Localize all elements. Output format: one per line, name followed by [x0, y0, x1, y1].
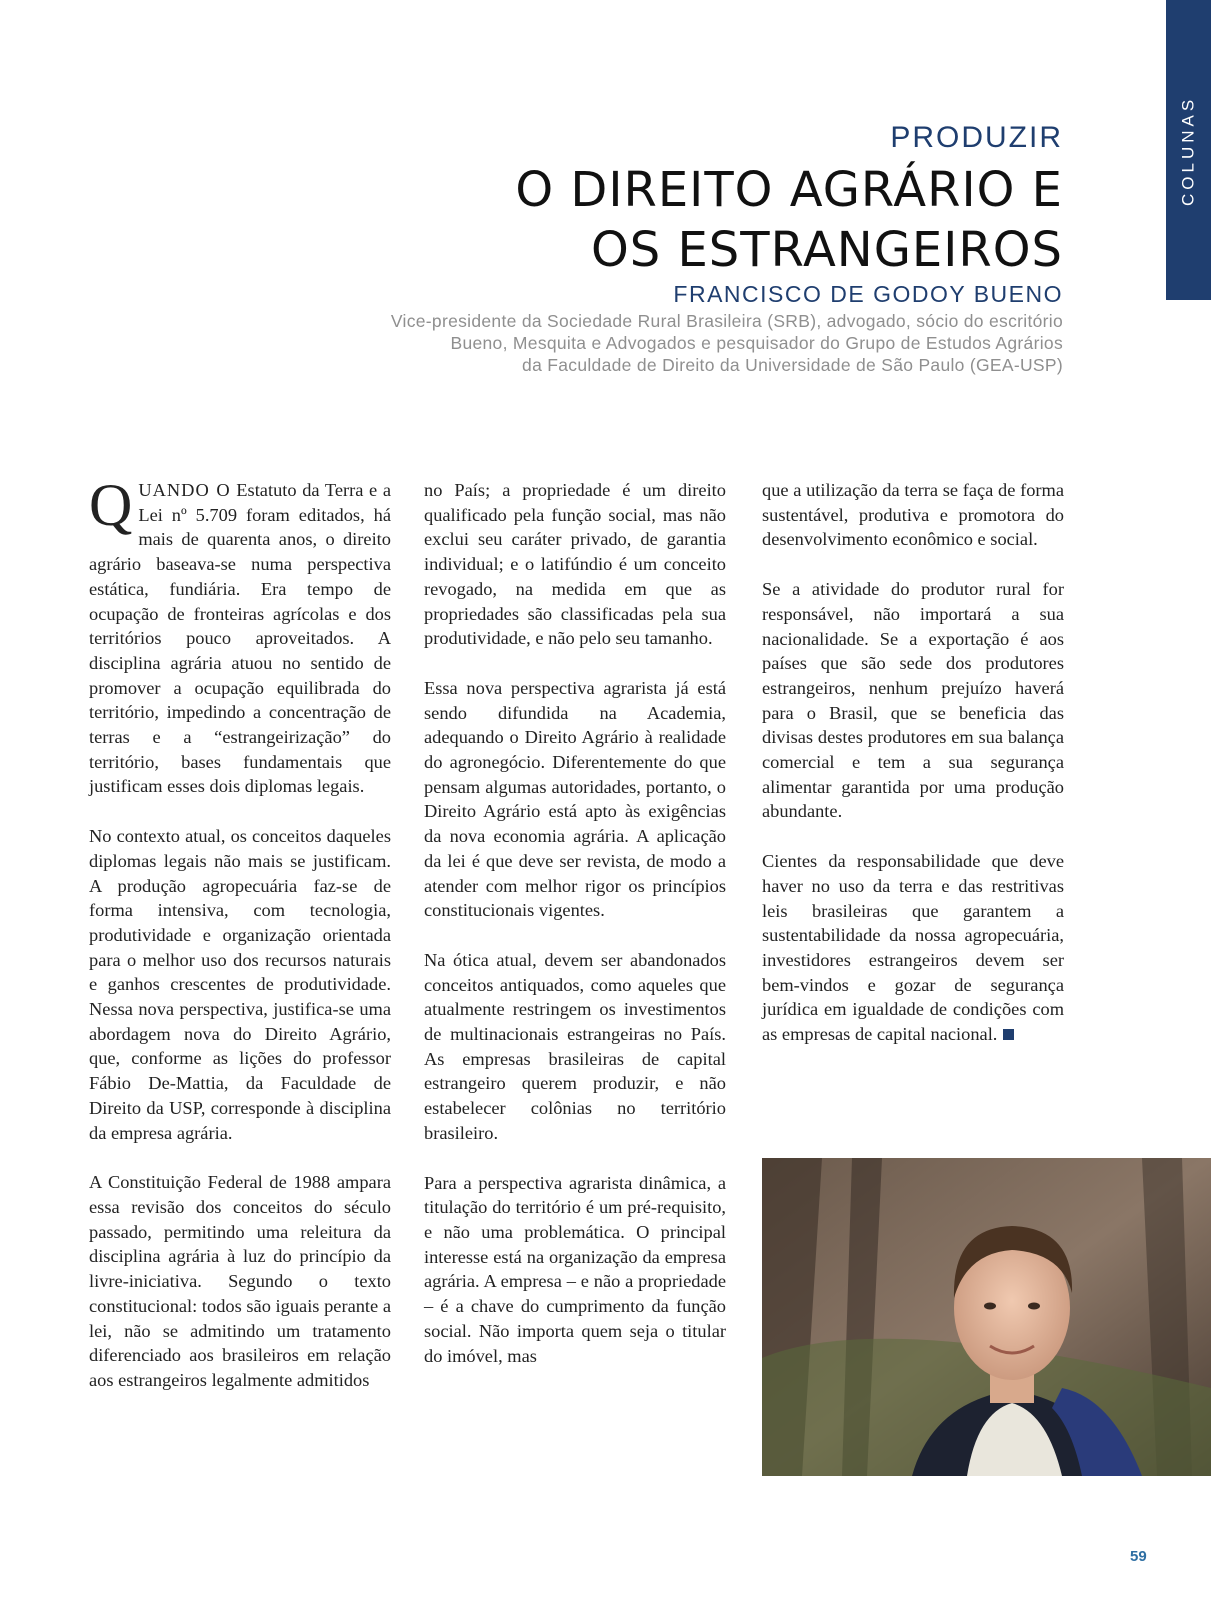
bio-line-2: Bueno, Mesquita e Advogados e pesquisador do Grupo de Estudos Agrários [450, 333, 1063, 353]
side-tab-label: COLUNAS [1178, 95, 1198, 207]
article-title [391, 160, 1063, 280]
paragraph: no País; a propriedade é um direito qualificado pela função social, mas não exclui seu caráter privado, de garantia individual; e o latifúndio é um conceito revogado, na medida em que as propriedades são classificadas pela sua produtividade, e não pelo seu tamanho. [424, 480, 726, 649]
section-side-tab [1166, 0, 1211, 300]
paragraph: Na ótica atual, devem ser abandonados conceitos antiquados, como aqueles que atualmente restringem os investimentos de multinacionais estrangeiras no País. As empresas brasileiras de capital estrangeiro querem produzir, e não estabelecer colônias no território brasileiro. [424, 949, 726, 1143]
title-line-1: O DIREITO AGRÁRIO E [515, 162, 1063, 218]
paragraph: No contexto atual, os conceitos daqueles diplomas legais não mais se justificam. A produção agropecuária faz-se de forma intensiva, com tecnologia, produtividade e organização orientada para o melhor uso dos recursos naturais e ganhos crescentes de produtividade. Nessa nova perspectiva, justifica-se uma abordagem nova do Direito Agrário, que, conforme as lições do professor Fábio De-Mattia, da Faculdade de Direito da USP, corresponde à disciplina da empresa agrária. [89, 826, 391, 1143]
bio-line-1: Vice-presidente da Sociedade Rural Brasileira (SRB), advogado, sócio do escritório [390, 311, 1063, 331]
author-bio [391, 310, 1063, 376]
paragraph: que a utilização da terra se faça de forma sustentável, produtiva e promotora do desenvolvimento econômico e social. [762, 480, 1064, 550]
section-label: PRODUZIR [890, 121, 1063, 154]
article-header [391, 120, 1063, 376]
lead-caps: UANDO O [138, 480, 231, 500]
title-line-2: OS ESTRANGEIROS [590, 222, 1063, 278]
drop-cap: Q [89, 472, 133, 538]
bio-line-3: da Faculdade de Direito da Universidade de São Paulo (GEA-USP) [522, 355, 1063, 375]
paragraph [89, 472, 391, 799]
paragraph [762, 849, 1064, 1047]
article-column-1 [89, 472, 391, 1418]
author-name: FRANCISCO DE GODOY BUENO [673, 281, 1063, 307]
paragraph: Essa nova perspectiva agrarista já está sendo difundida na Academia, adequando o Direito Agrário à realidade do agronegócio. Diferentemente do que pensam algumas autoridades, portanto, o Direito Agrário está apto às exigências da nova economia agrária. A aplicação da lei é que deve ser revista, de modo a atender com melhor rigor os princípios constitucionais vigentes. [424, 677, 726, 921]
paragraph-text: Cientes da responsabilidade que deve haver no uso da terra e das restritivas leis brasileiras que garantem a sustentabilidade da nossa agropecuária, investidores estrangeiros devem ser bem-vindos e gozar de segurança jurídica em igualdade de condições com as empresas de capital nacional. [762, 851, 1064, 1045]
end-of-article-mark [1003, 1029, 1014, 1040]
article-column-2 [424, 478, 726, 1393]
paragraph-text: Estatuto da Terra e a Lei nº 5.709 foram editados, há mais de quarenta anos, o direito agrário baseava-se numa perspectiva estática, fundiária. Era tempo de ocupação de fronteiras agrícolas e dos territórios pouco aproveitados. A disciplina agrária atuou no sentido de promover a ocupação equilibrada do território, impedindo a concentração de terras e a “estrangeirização” do território, bases fundamentais que justificam esses dois diplomas legais. [89, 480, 391, 797]
author-photo [762, 1158, 1211, 1476]
paragraph: Para a perspectiva agrarista dinâmica, a titulação do território é um pré-requisito, e não uma problemática. O principal interesse está na organização da empresa agrária. A empresa – e não a propriedade – é a chave do cumprimento da função social. Não importa quem seja o titular do imóvel, mas [424, 1172, 726, 1366]
paragraph: Se a atividade do produtor rural for responsável, não importará a sua nacionalidade. Se a exportação é aos países que são sede dos produtores estrangeiros, nenhum prejuízo haverá para o Brasil, que se beneficia das divisas destes produtores em sua balança comercial e tem a sua segurança alimentar garantida por uma produção abundante. [762, 579, 1064, 822]
article-column-3 [762, 478, 1064, 1072]
paragraph: A Constituição Federal de 1988 ampara essa revisão dos conceitos do século passado, permitindo uma releitura da disciplina agrária à luz do princípio da livre-iniciativa. Segundo o texto constitucional: todos são iguais perante a lei, não se admitindo um tratamento diferenciado aos brasileiros em relação aos estrangeiros legalmente admitidos [89, 1172, 391, 1390]
page-number: 59 [1130, 1548, 1147, 1565]
